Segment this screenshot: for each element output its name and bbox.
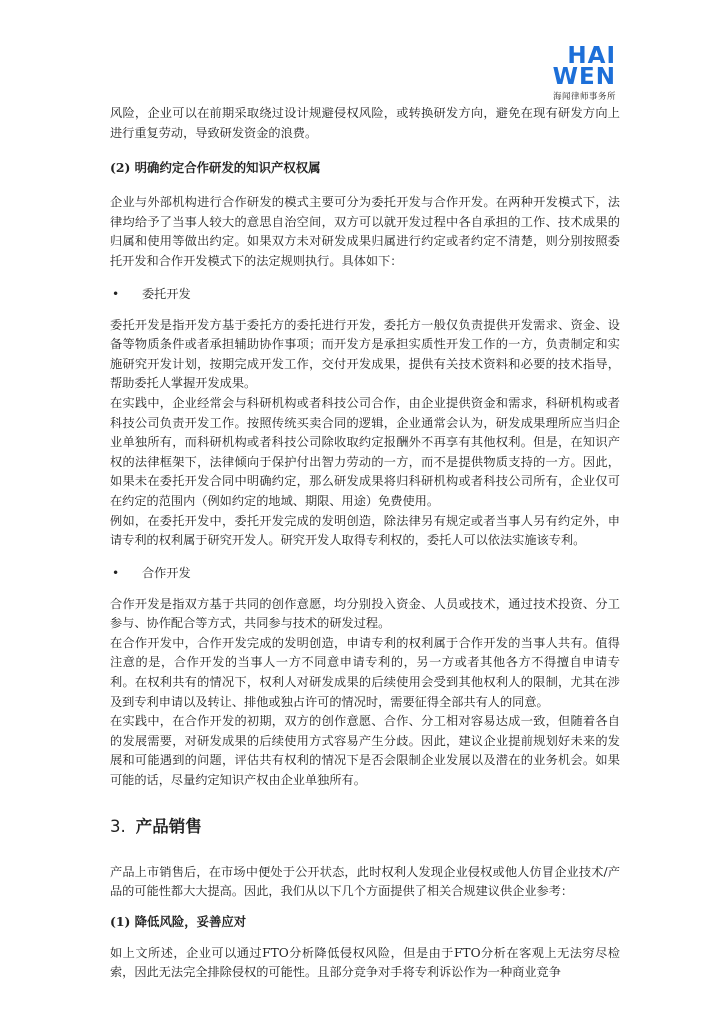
bullet-icon: • — [112, 565, 120, 580]
section-heading — [110, 815, 620, 839]
paragraph: 如上文所述，企业可以通过FTO分析降低侵权风险，但是由于FTO分析在客观上无法穷尽检索，因此无法完全排除侵权的可能性。且部分竞争对手将专利诉讼作为一种商业竞争 — [110, 945, 620, 980]
bullet-label: 合作开发 — [142, 565, 191, 580]
paragraph: 在实践中，在合作开发的初期，双方的创作意愿、合作、分工相对容易达成一致，但随着各自的发展需要，对研发成果的后续使用方式容易产生分歧。因此，建议企业提前规划好未来的发展和可能遇到的问题，评估共有权利的情况下是否会限制企业发展以及潜在的业务机会。如果可能的话，尽量约定知识产权由企业单独所有。 — [110, 714, 620, 788]
bullet-item — [110, 563, 620, 583]
subheading: (2) 明确约定合作研发的知识产权权属 — [110, 160, 321, 176]
logo-line-2: WEN — [552, 64, 616, 90]
bullet-label: 委托开发 — [142, 286, 191, 301]
bullet-item — [110, 284, 620, 304]
paragraph: 在实践中，企业经常会与科研机构或者科技公司合作，由企业提供资金和需求，科研机构或者科技公司负责开发工作。按照传统买卖合同的逻辑，企业通常会认为，研发成果理所应当归企业单独所有，而科研机构或者科技公司除收取约定报酬外不再享有其他权利。但是，在知识产权的法律框架下，法律倾向于保护付出智力劳动的一方，而不是提供物质支持的一方。因此，如果未在委托开发合同中明确约定，那么研发成果将归科研机构或者科技公司所有，企业仅可在约定的范围内（例如约定的地域、期限、用途）免费使用。 — [110, 395, 620, 508]
paragraph: 产品上市销售后，在市场中便处于公开状态，此时权利人发现企业侵权或他人仿冒企业技术/产品的可能性都大大提高。因此，我们从以下几个方面提供了相关合规建议供企业参考： — [110, 864, 620, 899]
logo-firm-name: 海闻律师事务所 — [552, 92, 616, 102]
paragraph: 委托开发是指开发方基于委托方的委托进行开发，委托方一般仅负责提供开发需求、资金、设备等物质条件或者承担辅助协作事项；而开发方是承担实质性开发工作的一方，负责制定和实施研究开发计划，按期完成开发工作，交付开发成果，提供有关技术资料和必要的技术指导，帮助委托人掌握开发成果。 — [110, 317, 620, 391]
paragraph: 企业与外部机构进行合作研发的模式主要可分为委托开发与合作开发。在两种开发模式下，法律均给予了当事人较大的意思自治空间，双方可以就开发过程中各自承担的工作、技术成果的归属和使用等做出约定。如果双方未对研发成果归属进行约定或者约定不清楚，则分别按照委托开发和合作开发模式下的法定规则执行。具体如下： — [110, 195, 620, 268]
bullet-icon: • — [112, 286, 120, 301]
document-body — [110, 104, 620, 983]
firm-logo — [552, 43, 616, 102]
paragraph: 例如，在委托开发中，委托开发完成的发明创造，除法律另有规定或者当事人另有约定外，申请专利的权利属于研究开发人。研究开发人取得专利权的，委托人可以依法实施该专利。 — [110, 513, 620, 548]
section-title: 产品销售 — [135, 816, 202, 836]
section-number: 3. — [110, 816, 126, 836]
logo-line-1: HAI — [567, 43, 616, 69]
paragraph: 合作开发是指双方基于共同的创作意愿，均分别投入资金、人员或技术，通过技术投资、分工参与、协作配合等方式，共同参与技术的研发过程。 — [110, 596, 620, 631]
paragraph: 风险，企业可以在前期采取绕过设计规避侵权风险，或转换研发方向，避免在现有研发方向上进行重复劳动，导致研发资金的浪费。 — [110, 106, 620, 140]
subheading: (1) 降低风险，妥善应对 — [110, 913, 247, 929]
paragraph: 在合作开发中，合作开发完成的发明创造，申请专利的权利属于合作开发的当事人共有。值得注意的是，合作开发的当事人一方不同意申请专利的，另一方或者其他各方不得擅自申请专利。在权利共有的情况下，权利人对研发成果的后续使用会受到其他权利人的限制，尤其在涉及到专利申请以及转让、排他或独占许可的情况时，需要征得全部共有人的同意。 — [110, 635, 620, 709]
